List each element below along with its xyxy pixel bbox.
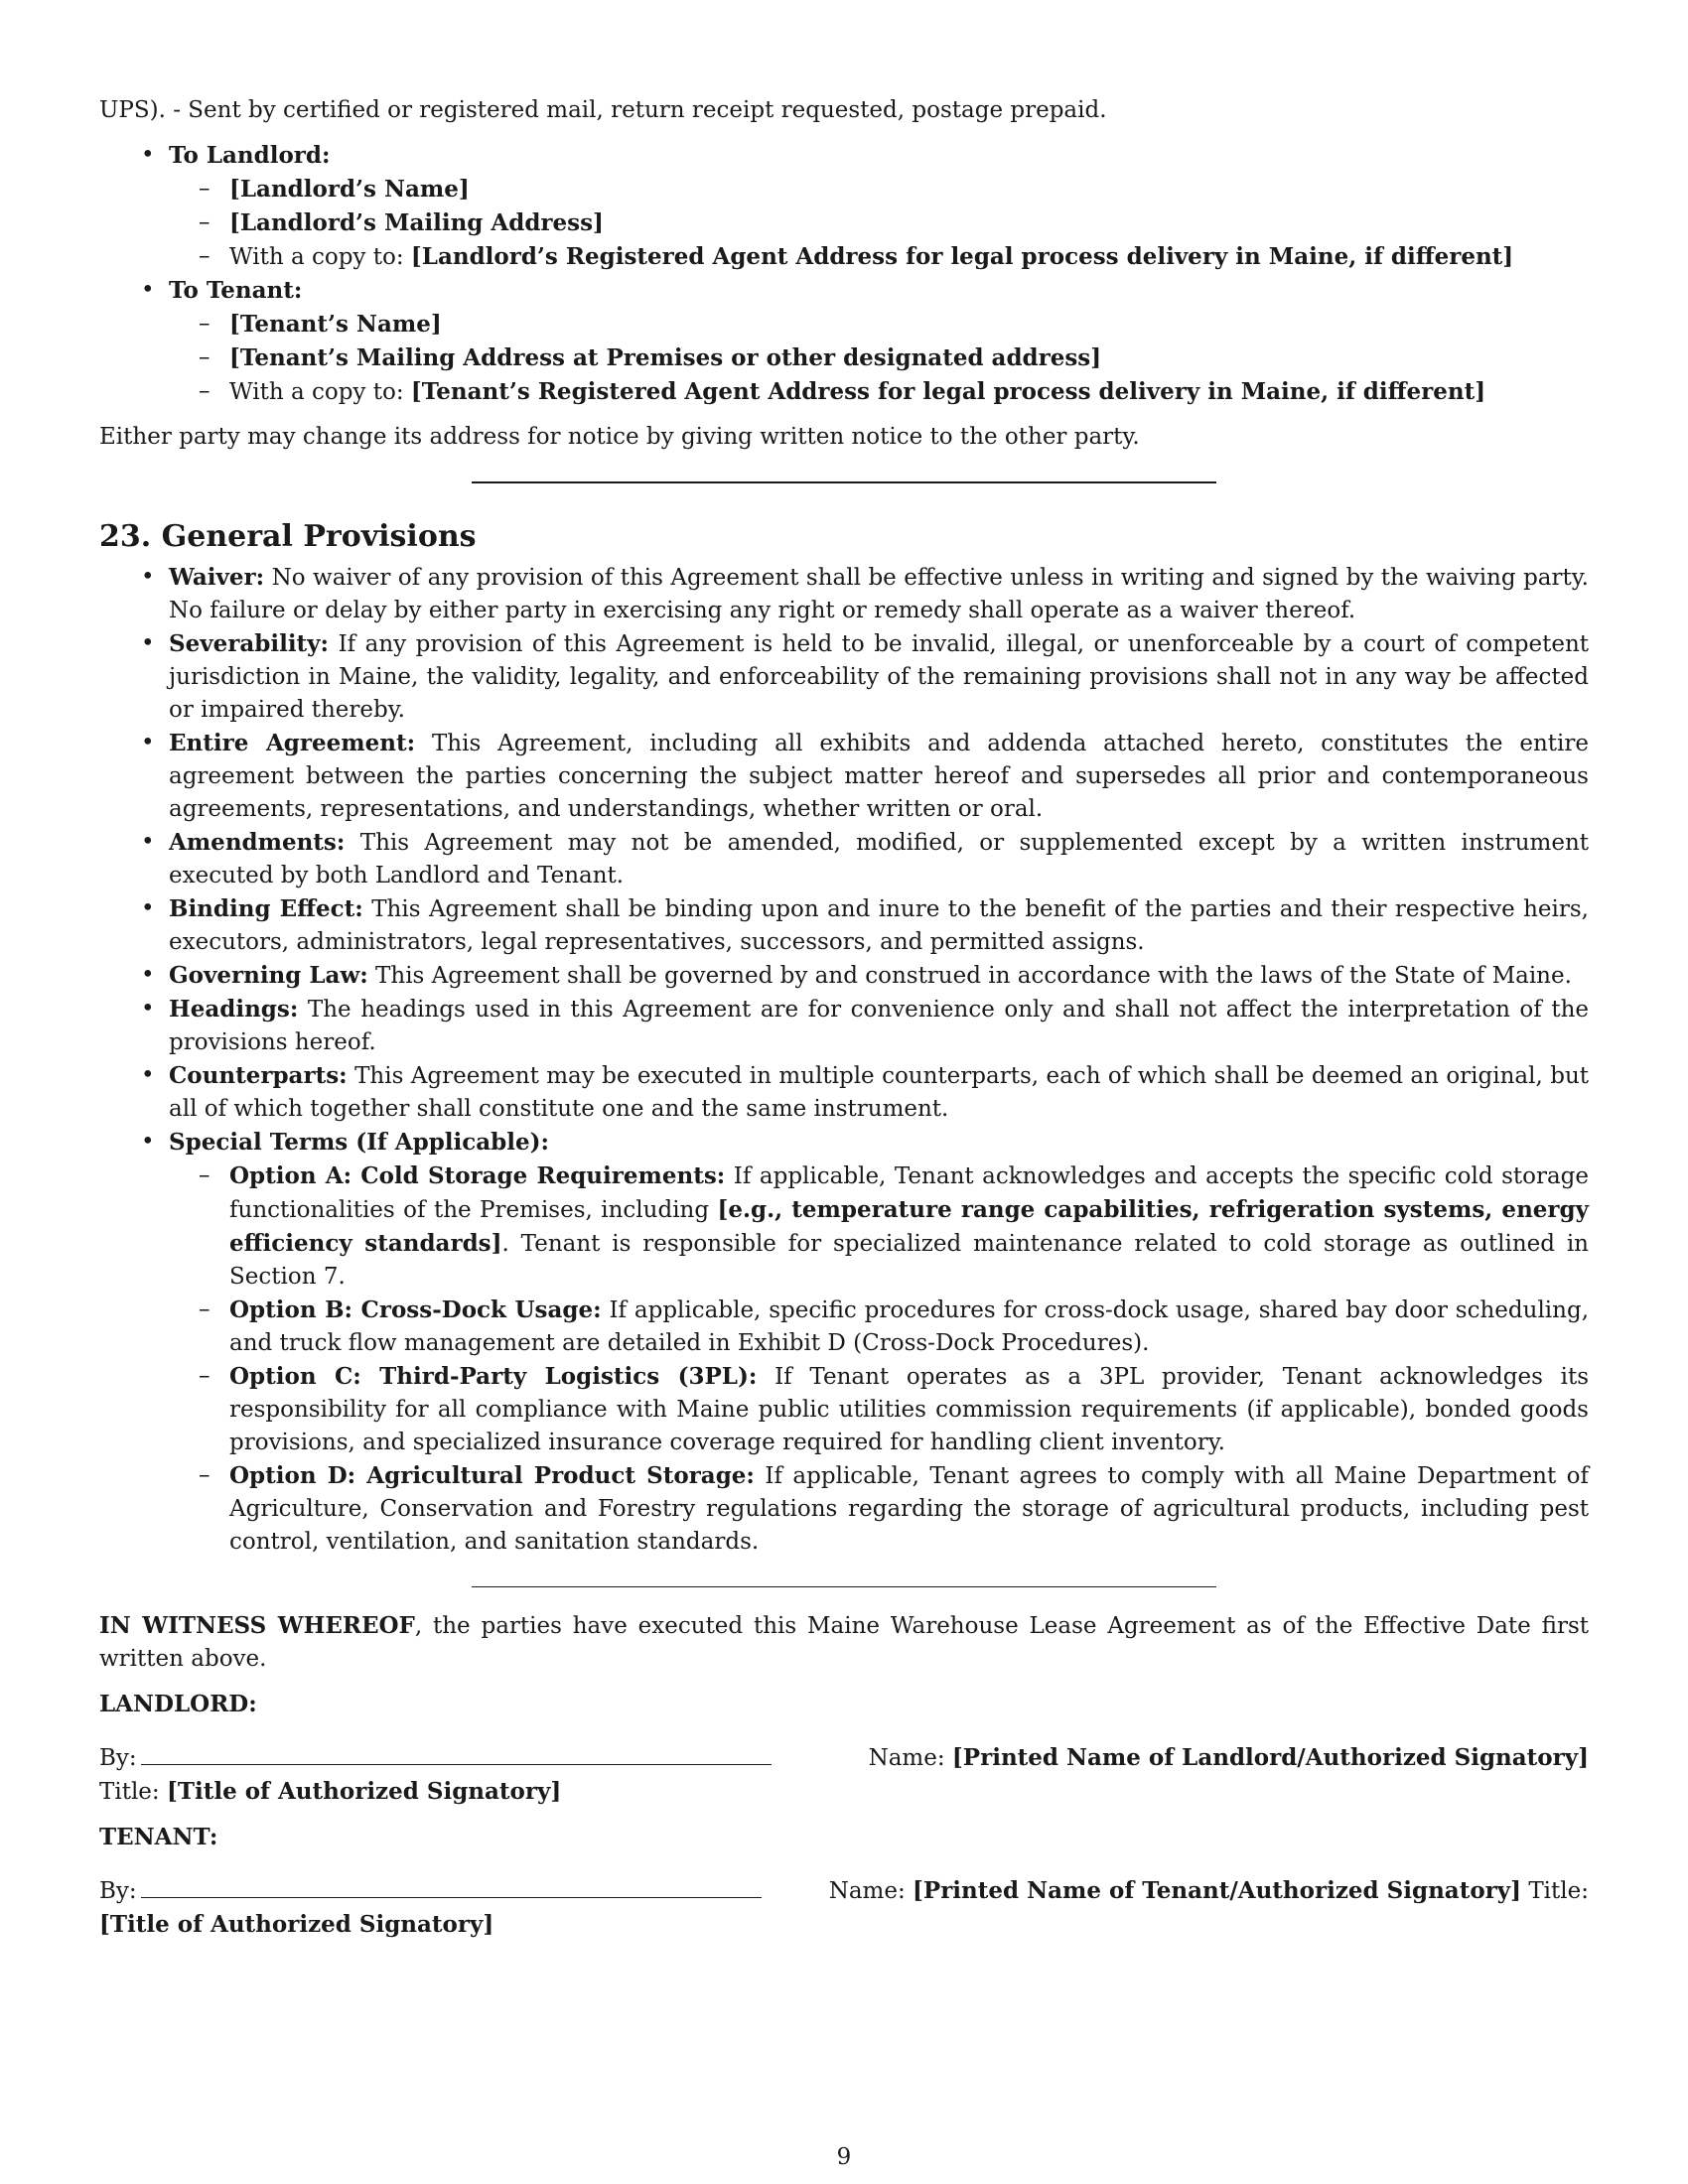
option-text: If applicable, Tenant acknowledges and accepts the specific cold storage functionalities of the Premises, including [229,1163,1590,1223]
tenant-agent-placeholder: [Tenant’s Registered Agent Address for legal process delivery in Maine, if different] [410,378,1486,405]
provision-text: This Agreement, including all exhibits and addenda attached hereto, constitutes the entire agreement between the parties concerning the subject matter hereof and supersedes all prior and contemporaneous agreements, representations, and understandings, whether written or oral. [169,731,1590,822]
name-label: Name: [828,1878,906,1904]
option-placeholder: [e.g., temperature range capabilities, refrigeration systems, energy efficiency standards] [229,1196,1589,1257]
notice-tenant [99,274,1589,409]
copy-prefix: With a copy to: [229,379,411,405]
signature-heading-text: LANDLORD: [99,1691,257,1717]
provision-term: Amendments: [169,829,346,856]
tenant-name-value: [Printed Name of Tenant/Authorized Signatory] [913,1877,1522,1904]
general-provisions-list [99,561,1589,1559]
provision-waiver [99,561,1589,627]
witness-lead: IN WITNESS WHEREOF [99,1612,415,1639]
page-number: 9 [836,2144,852,2170]
landlord-name-placeholder: [Landlord’s Name] [229,176,470,203]
notice-address-list [99,139,1589,409]
landlord-by [99,1742,777,1775]
provision-text: This Agreement may be executed in multiple counterparts, each of which shall be deemed an original, but all of which together shall constitute one and the same instrument. [169,1063,1589,1122]
list-item [169,206,1589,240]
provision-term: Governing Law: [169,962,368,989]
option-term: Option C: Third-Party Logistics (3PL): [229,1363,758,1390]
option-text: . Tenant is responsible for specialized maintenance related to cold storage as outlined in Section 7. [229,1231,1589,1290]
option-text: If applicable, specific procedures for cross-dock usage, shared bay door scheduling, and truck flow management are detailed in Exhibit D (Cross-Dock Procedures). [229,1297,1590,1356]
provision-term: Headings: [169,996,299,1023]
special-terms-options [169,1160,1589,1559]
option-d [169,1459,1589,1559]
tenant-address-placeholder: [Tenant’s Mailing Address at Premises or other designated address] [229,344,1102,371]
landlord-title-value: [Title of Authorized Signatory] [166,1778,562,1805]
landlord-signature-heading [99,1688,1589,1721]
provision-amendments [99,826,1589,892]
list-item [169,308,1589,341]
option-term: Option D: Agricultural Product Storage: [229,1462,755,1489]
title-label: Title: [1528,1878,1589,1904]
provision-headings [99,993,1589,1059]
option-term: Option A: Cold Storage Requirements: [229,1162,726,1189]
option-c [169,1360,1589,1459]
title-label: Title: [99,1779,160,1805]
signature-heading-text: TENANT: [99,1824,218,1850]
by-label: By: [99,1745,137,1771]
tenant-by [99,1875,768,1908]
notice-change-text: Either party may change its address for notice by giving written notice to the other party. [99,424,1140,450]
landlord-address-placeholder: [Landlord’s Mailing Address] [229,209,604,236]
notice-landlord [99,139,1589,274]
notice-landlord-label: To Landlord: [169,142,331,169]
landlord-signature-line[interactable] [141,1742,772,1765]
provision-binding-effect [99,892,1589,959]
notice-tenant-label: To Tenant: [169,277,303,304]
notice-tenant-details [169,308,1589,409]
tenant-signature-heading [99,1821,1589,1854]
landlord-signature-block [99,1741,1589,1809]
tenant-title-value: [Title of Authorized Signatory] [99,1911,494,1938]
by-label: By: [99,1878,137,1904]
provision-term: Special Terms (If Applicable): [169,1129,549,1156]
option-text: If Tenant operates as a 3PL provider, Tenant acknowledges its responsibility for all compliance with Maine public utilities commission requirements (if applicable), bonded goods provisions, and specialized insurance coverage required for handling client inventory. [229,1364,1590,1455]
tenant-signature-row [99,1874,1589,1908]
witness-clause [99,1609,1589,1676]
section-heading: 23. General Provisions [99,519,477,554]
notice-method-line: UPS). - Sent by certified or registered mail, return receipt requested, postage prepaid. [99,97,1107,123]
provision-term: Binding Effect: [169,895,363,922]
option-a [169,1160,1589,1294]
provision-text: If any provision of this Agreement is held to be invalid, illegal, or unenforceable by a court of competent jurisdiction in Maine, the validity, legality, and enforceability of the remaining provisions shall not in any way be affected or impaired thereby. [169,631,1590,723]
notice-landlord-details [169,173,1589,274]
provision-entire-agreement [99,727,1589,826]
provision-text: This Agreement shall be governed by and construed in accordance with the laws of the State of Maine. [375,963,1572,989]
provision-term: Waiver: [169,564,265,591]
section-divider [472,1586,1216,1587]
tenant-name [829,1874,1589,1908]
tenant-signature-line[interactable] [141,1875,762,1898]
witness-text: , the parties have executed this Maine Warehouse Lease Agreement as of the Effective Date first written above. [99,1613,1589,1672]
tenant-name-placeholder: [Tenant’s Name] [229,311,442,338]
document-page [99,94,1589,1942]
copy-prefix: With a copy to: [229,244,411,270]
option-term: Option B: Cross-Dock Usage: [229,1297,602,1323]
provision-term: Counterparts: [169,1062,348,1089]
landlord-name-value: [Printed Name of Landlord/Authorized Signatory] [951,1744,1589,1771]
landlord-agent-placeholder: [Landlord’s Registered Agent Address for legal process delivery in Maine, if different] [410,243,1514,270]
landlord-signature-row [99,1741,1589,1775]
list-item [169,240,1589,274]
provision-text: The headings used in this Agreement are for convenience only and shall not affect the interpretation of the provisions hereof. [169,997,1589,1055]
provision-severability [99,627,1589,727]
provision-text: No waiver of any provision of this Agreement shall be effective unless in writing and signed by the waiving party. No failure or delay by either party in exercising any right or remedy shall operate as a waiver thereof. [169,565,1589,623]
provision-term: Severability: [169,630,330,657]
list-item [169,173,1589,206]
list-item [169,375,1589,409]
tenant-title [99,1908,1589,1942]
provision-text: This Agreement shall be binding upon and inure to the benefit of the parties and their respective heirs, executors, administrators, legal representatives, successors, and permitted assigns. [169,896,1589,955]
section-divider [472,481,1216,483]
provision-counterparts [99,1059,1589,1126]
provision-text: This Agreement may not be amended, modified, or supplemented except by a written instrument executed by both Landlord and Tenant. [169,830,1590,888]
landlord-title [99,1775,1589,1809]
tenant-signature-block [99,1874,1589,1942]
name-label: Name: [868,1745,945,1771]
provision-special-terms [99,1126,1589,1559]
provision-governing-law [99,959,1589,993]
landlord-name [869,1741,1589,1775]
option-text: If applicable, Tenant agrees to comply with all Maine Department of Agriculture, Conservation and Forestry regulations regarding the storage of agricultural products, including pest control, ventilation, and sanitation standards. [229,1463,1589,1555]
provision-term: Entire Agreement: [169,730,416,756]
option-b [169,1294,1589,1360]
list-item [169,341,1589,375]
